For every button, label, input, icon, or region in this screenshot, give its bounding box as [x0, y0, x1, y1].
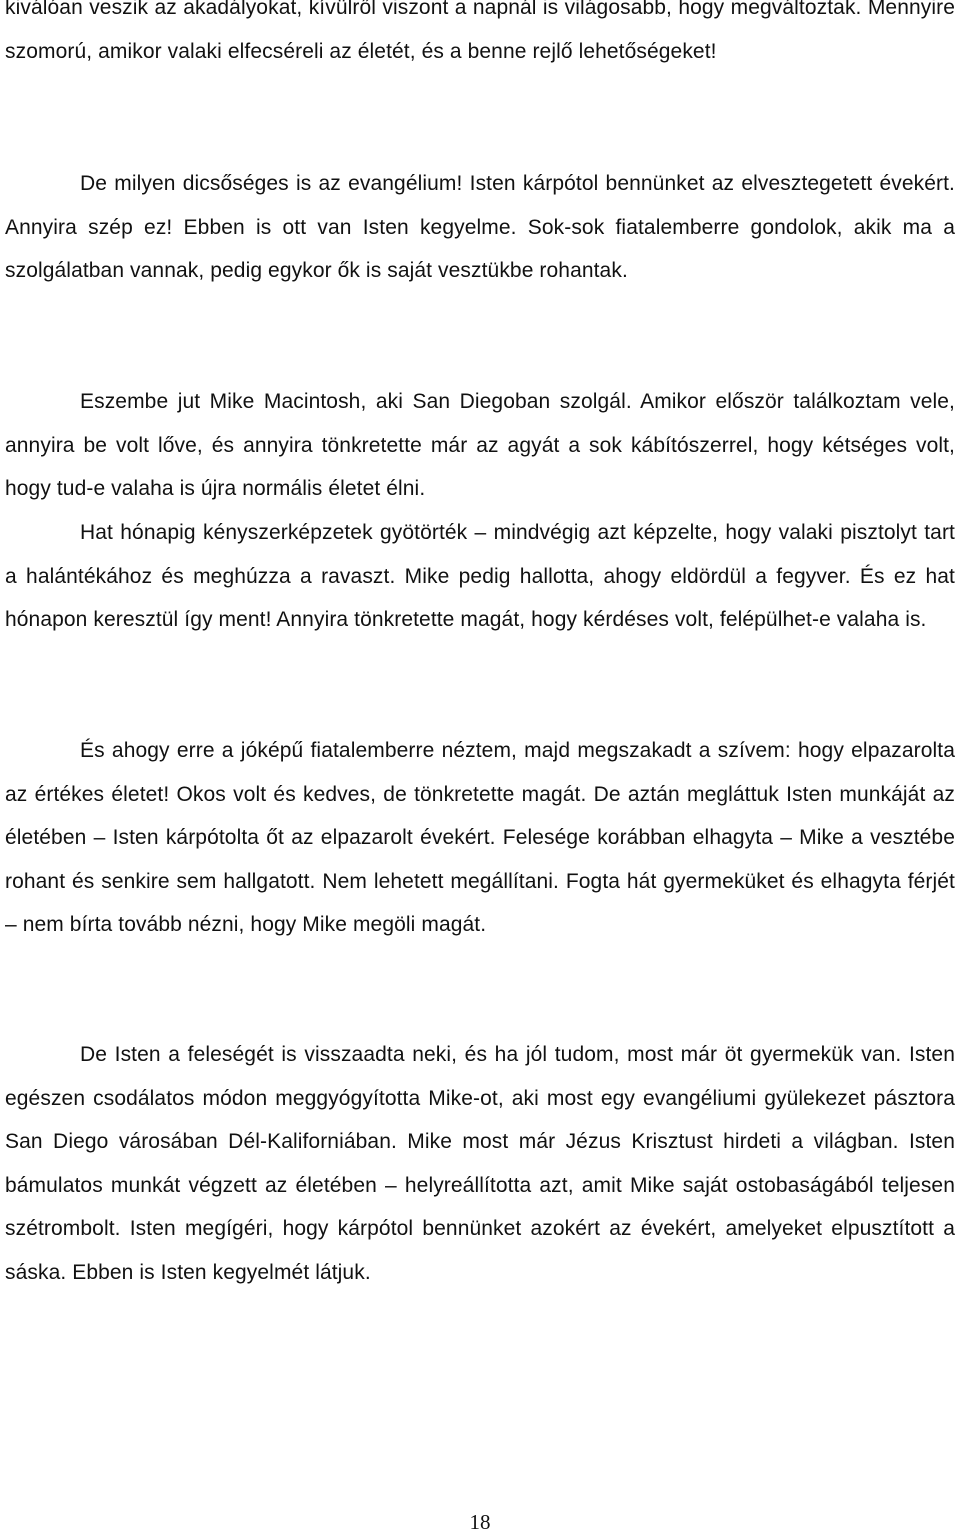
- paragraph-heartbreak: És ahogy erre a jóképű fiatalemberre néztem, majd megszakadt a szívem: hogy elpazarolta az értékes életet! Okos volt és kedves, de tönkretette magát. De aztán megláttuk Isten munkáját az életében – Isten kárpótolta őt az elpazarolt évekért. Felesége korábban elhagyta – Mike a vesztébe rohant és senkire sem hallgatott. Nem lehetett megállítani. Fogta hát gyermeküket és elhagyta férjét – nem bírta tovább nézni, hogy Mike megöli magát.: [5, 739, 955, 937]
- paragraph-gospel: De milyen dicsőséges is az evangélium! Isten kárpótol bennünket az elvesztegetett évekért. Annyira szép ez! Ebben is ott van Isten kegyelme. Sok-sok fiatalemberre gondolok, akik ma a szolgálatban vannak, pedig egykor ők is saját vesztükbe rohantak.: [5, 172, 955, 283]
- paragraph-six-months: Hat hónapig kényszerképzetek gyötörték – mindvégig azt képzelte, hogy valaki pisztolyt tart a halántékához és meghúzza a ravaszt. Mike pedig hallotta, ahogy eldördül a fegyver. És ez hat hónapon keresztül így ment! Annyira tönkretette magát, hogy kérdéses volt, felépülhet-e valaha is.: [5, 521, 955, 632]
- paragraph-restoration: De Isten a feleségét is visszaadta neki, és ha jól tudom, most már öt gyermekük van. Isten egészen csodálatos módon meggyógyította Mike-ot, aki most egy evangéliumi gyülekezet pásztora San Diego városában Dél-Kaliforniában. Mike most már Jézus Krisztust hirdeti a világban. Isten bámulatos munkát végzett az életében – helyreállította azt, amit Mike saját ostobaságából teljesen szétrombolt. Isten megígéri, hogy kárpótol bennünket azokért az évekért, amelyeket elpusztított a sáska. Ebben is Isten kegyelmét látjuk.: [5, 1043, 955, 1284]
- page-number: 18: [469, 1510, 491, 1534]
- paragraph-mike-macintosh: Eszembe jut Mike Macintosh, aki San Diegoban szolgál. Amikor először találkoztam vele, annyira be volt lőve, és annyira tönkretette már az agyát a sok kábítószerrel, hogy kétséges volt, hogy tud-e valaha is újra normális életet élni.: [5, 390, 955, 501]
- paragraph-continuation: kiválóan veszik az akadályokat, kívülről viszont a napnál is világosabb, hogy megváltoztak. Mennyire szomorú, amikor valaki elfecséreli az életét, és a benne rejlő lehetőségeket!: [5, 0, 955, 63]
